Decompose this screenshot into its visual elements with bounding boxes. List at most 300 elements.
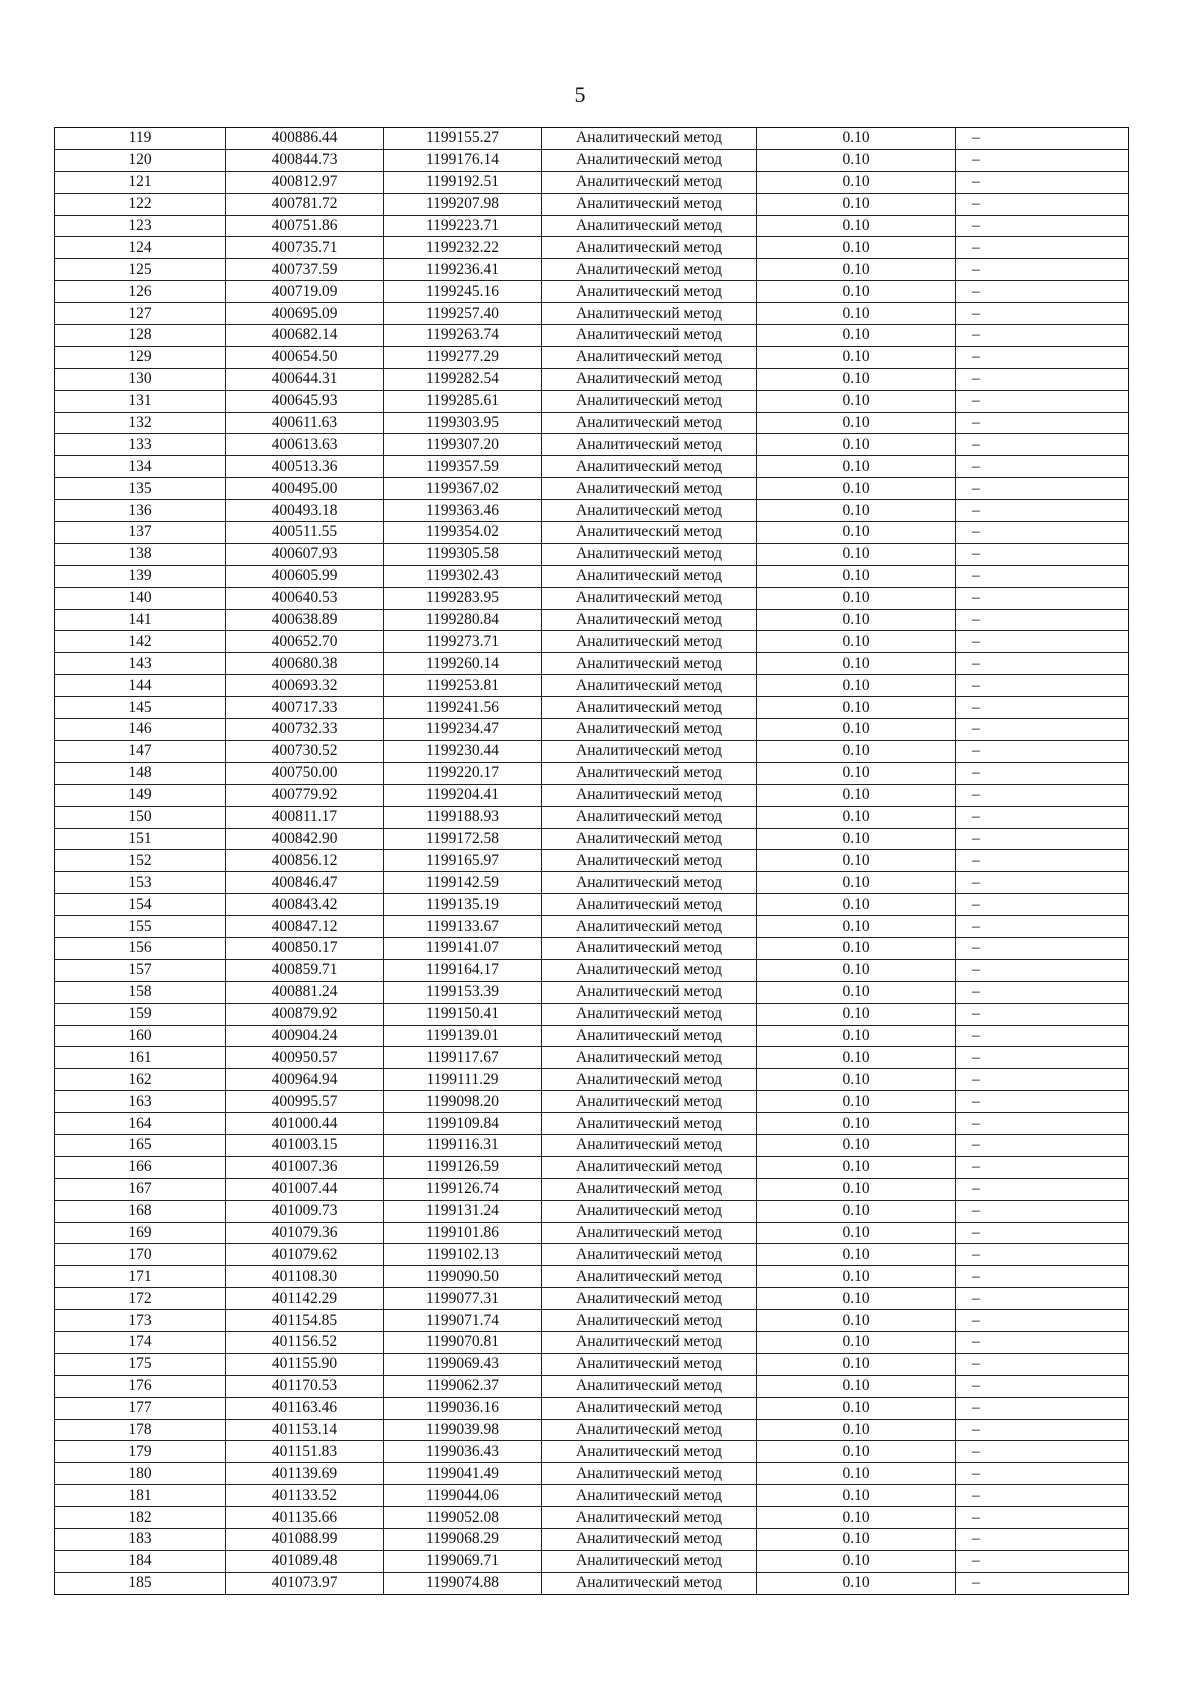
point-number-cell: 125 — [55, 259, 226, 281]
y-coordinate-cell: 1199223.71 — [384, 215, 542, 237]
y-coordinate-cell: 1199253.81 — [384, 675, 542, 697]
point-number-cell: 132 — [55, 412, 226, 434]
x-coordinate-cell: 400654.50 — [226, 346, 384, 368]
y-coordinate-cell: 1199305.58 — [384, 543, 542, 565]
x-coordinate-cell: 400995.57 — [226, 1091, 384, 1113]
table-row — [55, 1529, 1129, 1551]
x-coordinate-cell: 401135.66 — [226, 1507, 384, 1529]
y-coordinate-cell: 1199036.43 — [384, 1441, 542, 1463]
note-cell: – — [956, 1178, 1129, 1200]
method-cell: Аналитический метод — [542, 762, 757, 784]
table-row — [55, 456, 1129, 478]
accuracy-cell: 0.10 — [757, 1288, 956, 1310]
x-coordinate-cell: 401139.69 — [226, 1463, 384, 1485]
point-number-cell: 161 — [55, 1047, 226, 1069]
y-coordinate-cell: 1199172.58 — [384, 828, 542, 850]
method-cell: Аналитический метод — [542, 1222, 757, 1244]
y-coordinate-cell: 1199077.31 — [384, 1288, 542, 1310]
accuracy-cell: 0.10 — [757, 609, 956, 631]
x-coordinate-cell: 400730.52 — [226, 740, 384, 762]
x-coordinate-cell: 400493.18 — [226, 500, 384, 522]
x-coordinate-cell: 400904.24 — [226, 1025, 384, 1047]
point-number-cell: 146 — [55, 719, 226, 741]
table-row — [55, 872, 1129, 894]
x-coordinate-cell: 400964.94 — [226, 1069, 384, 1091]
y-coordinate-cell: 1199277.29 — [384, 346, 542, 368]
table-row — [55, 1025, 1129, 1047]
x-coordinate-cell: 400680.38 — [226, 653, 384, 675]
table-row — [55, 434, 1129, 456]
note-cell: – — [956, 587, 1129, 609]
y-coordinate-cell: 1199232.22 — [384, 237, 542, 259]
accuracy-cell: 0.10 — [757, 412, 956, 434]
y-coordinate-cell: 1199052.08 — [384, 1507, 542, 1529]
table-row — [55, 1463, 1129, 1485]
accuracy-cell: 0.10 — [757, 653, 956, 675]
table-row — [55, 916, 1129, 938]
point-number-cell: 173 — [55, 1310, 226, 1332]
x-coordinate-cell: 401079.62 — [226, 1244, 384, 1266]
method-cell: Аналитический метод — [542, 587, 757, 609]
point-number-cell: 135 — [55, 478, 226, 500]
table-row — [55, 346, 1129, 368]
note-cell: – — [956, 1025, 1129, 1047]
point-number-cell: 149 — [55, 784, 226, 806]
note-cell: – — [956, 828, 1129, 850]
x-coordinate-cell: 400844.73 — [226, 149, 384, 171]
accuracy-cell: 0.10 — [757, 1441, 956, 1463]
table-row — [55, 1266, 1129, 1288]
point-number-cell: 156 — [55, 937, 226, 959]
accuracy-cell: 0.10 — [757, 456, 956, 478]
accuracy-cell: 0.10 — [757, 478, 956, 500]
point-number-cell: 182 — [55, 1507, 226, 1529]
y-coordinate-cell: 1199164.17 — [384, 959, 542, 981]
note-cell: – — [956, 937, 1129, 959]
note-cell: – — [956, 609, 1129, 631]
table-row — [55, 368, 1129, 390]
method-cell: Аналитический метод — [542, 719, 757, 741]
accuracy-cell: 0.10 — [757, 631, 956, 653]
point-number-cell: 129 — [55, 346, 226, 368]
table-row — [55, 719, 1129, 741]
accuracy-cell: 0.10 — [757, 1113, 956, 1135]
method-cell: Аналитический метод — [542, 1025, 757, 1047]
x-coordinate-cell: 400811.17 — [226, 806, 384, 828]
y-coordinate-cell: 1199139.01 — [384, 1025, 542, 1047]
method-cell: Аналитический метод — [542, 1572, 757, 1594]
point-number-cell: 130 — [55, 368, 226, 390]
method-cell: Аналитический метод — [542, 1485, 757, 1507]
method-cell: Аналитический метод — [542, 390, 757, 412]
method-cell: Аналитический метод — [542, 1288, 757, 1310]
table-row — [55, 1353, 1129, 1375]
y-coordinate-cell: 1199126.59 — [384, 1156, 542, 1178]
table-row — [55, 128, 1129, 150]
y-coordinate-cell: 1199098.20 — [384, 1091, 542, 1113]
accuracy-cell: 0.10 — [757, 1091, 956, 1113]
y-coordinate-cell: 1199207.98 — [384, 193, 542, 215]
accuracy-cell: 0.10 — [757, 1134, 956, 1156]
point-number-cell: 123 — [55, 215, 226, 237]
accuracy-cell: 0.10 — [757, 1375, 956, 1397]
accuracy-cell: 0.10 — [757, 1222, 956, 1244]
y-coordinate-cell: 1199302.43 — [384, 565, 542, 587]
accuracy-cell: 0.10 — [757, 1419, 956, 1441]
note-cell: – — [956, 259, 1129, 281]
accuracy-cell: 0.10 — [757, 719, 956, 741]
x-coordinate-cell: 400881.24 — [226, 981, 384, 1003]
note-cell: – — [956, 215, 1129, 237]
y-coordinate-cell: 1199285.61 — [384, 390, 542, 412]
note-cell: – — [956, 171, 1129, 193]
point-number-cell: 121 — [55, 171, 226, 193]
note-cell: – — [956, 740, 1129, 762]
accuracy-cell: 0.10 — [757, 281, 956, 303]
x-coordinate-cell: 400513.36 — [226, 456, 384, 478]
y-coordinate-cell: 1199280.84 — [384, 609, 542, 631]
point-number-cell: 169 — [55, 1222, 226, 1244]
note-cell: – — [956, 346, 1129, 368]
note-cell: – — [956, 1331, 1129, 1353]
method-cell: Аналитический метод — [542, 872, 757, 894]
y-coordinate-cell: 1199303.95 — [384, 412, 542, 434]
method-cell: Аналитический метод — [542, 937, 757, 959]
accuracy-cell: 0.10 — [757, 587, 956, 609]
table-row — [55, 543, 1129, 565]
point-number-cell: 184 — [55, 1550, 226, 1572]
note-cell: – — [956, 631, 1129, 653]
table-row — [55, 981, 1129, 1003]
accuracy-cell: 0.10 — [757, 959, 956, 981]
table-row — [55, 1069, 1129, 1091]
x-coordinate-cell: 401170.53 — [226, 1375, 384, 1397]
method-cell: Аналитический метод — [542, 1310, 757, 1332]
y-coordinate-cell: 1199044.06 — [384, 1485, 542, 1507]
y-coordinate-cell: 1199071.74 — [384, 1310, 542, 1332]
accuracy-cell: 0.10 — [757, 259, 956, 281]
method-cell: Аналитический метод — [542, 697, 757, 719]
table-row — [55, 894, 1129, 916]
method-cell: Аналитический метод — [542, 1331, 757, 1353]
accuracy-cell: 0.10 — [757, 894, 956, 916]
note-cell: – — [956, 543, 1129, 565]
note-cell: – — [956, 675, 1129, 697]
y-coordinate-cell: 1199142.59 — [384, 872, 542, 894]
x-coordinate-cell: 401163.46 — [226, 1397, 384, 1419]
point-number-cell: 164 — [55, 1113, 226, 1135]
accuracy-cell: 0.10 — [757, 1178, 956, 1200]
point-number-cell: 172 — [55, 1288, 226, 1310]
x-coordinate-cell: 401000.44 — [226, 1113, 384, 1135]
x-coordinate-cell: 400846.47 — [226, 872, 384, 894]
method-cell: Аналитический метод — [542, 1003, 757, 1025]
y-coordinate-cell: 1199141.07 — [384, 937, 542, 959]
point-number-cell: 122 — [55, 193, 226, 215]
table-row — [55, 1222, 1129, 1244]
y-coordinate-cell: 1199039.98 — [384, 1419, 542, 1441]
table-row — [55, 1047, 1129, 1069]
note-cell: – — [956, 1572, 1129, 1594]
x-coordinate-cell: 400638.89 — [226, 609, 384, 631]
note-cell: – — [956, 894, 1129, 916]
note-cell: – — [956, 806, 1129, 828]
note-cell: – — [956, 1134, 1129, 1156]
method-cell: Аналитический метод — [542, 171, 757, 193]
method-cell: Аналитический метод — [542, 1178, 757, 1200]
method-cell: Аналитический метод — [542, 478, 757, 500]
point-number-cell: 159 — [55, 1003, 226, 1025]
x-coordinate-cell: 401156.52 — [226, 1331, 384, 1353]
method-cell: Аналитический метод — [542, 281, 757, 303]
x-coordinate-cell: 400781.72 — [226, 193, 384, 215]
point-number-cell: 133 — [55, 434, 226, 456]
y-coordinate-cell: 1199363.46 — [384, 500, 542, 522]
table-row — [55, 1375, 1129, 1397]
coordinates-table — [54, 127, 1129, 1595]
point-number-cell: 178 — [55, 1419, 226, 1441]
accuracy-cell: 0.10 — [757, 1485, 956, 1507]
y-coordinate-cell: 1199036.16 — [384, 1397, 542, 1419]
x-coordinate-cell: 400717.33 — [226, 697, 384, 719]
y-coordinate-cell: 1199150.41 — [384, 1003, 542, 1025]
note-cell: – — [956, 500, 1129, 522]
accuracy-cell: 0.10 — [757, 1200, 956, 1222]
table-row — [55, 149, 1129, 171]
table-row — [55, 171, 1129, 193]
y-coordinate-cell: 1199069.43 — [384, 1353, 542, 1375]
method-cell: Аналитический метод — [542, 1113, 757, 1135]
x-coordinate-cell: 400886.44 — [226, 128, 384, 150]
table-row — [55, 806, 1129, 828]
point-number-cell: 155 — [55, 916, 226, 938]
accuracy-cell: 0.10 — [757, 500, 956, 522]
point-number-cell: 152 — [55, 850, 226, 872]
point-number-cell: 180 — [55, 1463, 226, 1485]
note-cell: – — [956, 1222, 1129, 1244]
method-cell: Аналитический метод — [542, 1507, 757, 1529]
accuracy-cell: 0.10 — [757, 762, 956, 784]
table-row — [55, 784, 1129, 806]
method-cell: Аналитический метод — [542, 237, 757, 259]
x-coordinate-cell: 401153.14 — [226, 1419, 384, 1441]
note-cell: – — [956, 719, 1129, 741]
y-coordinate-cell: 1199282.54 — [384, 368, 542, 390]
method-cell: Аналитический метод — [542, 346, 757, 368]
table-row — [55, 959, 1129, 981]
table-row — [55, 1003, 1129, 1025]
accuracy-cell: 0.10 — [757, 850, 956, 872]
accuracy-cell: 0.10 — [757, 522, 956, 544]
table-row — [55, 390, 1129, 412]
table-row — [55, 1200, 1129, 1222]
point-number-cell: 140 — [55, 587, 226, 609]
method-cell: Аналитический метод — [542, 412, 757, 434]
accuracy-cell: 0.10 — [757, 1463, 956, 1485]
point-number-cell: 142 — [55, 631, 226, 653]
y-coordinate-cell: 1199135.19 — [384, 894, 542, 916]
point-number-cell: 171 — [55, 1266, 226, 1288]
y-coordinate-cell: 1199153.39 — [384, 981, 542, 1003]
table-row — [55, 1288, 1129, 1310]
table-row — [55, 1507, 1129, 1529]
y-coordinate-cell: 1199204.41 — [384, 784, 542, 806]
point-number-cell: 153 — [55, 872, 226, 894]
method-cell: Аналитический метод — [542, 1419, 757, 1441]
note-cell: – — [956, 850, 1129, 872]
x-coordinate-cell: 401155.90 — [226, 1353, 384, 1375]
y-coordinate-cell: 1199109.84 — [384, 1113, 542, 1135]
table-row — [55, 675, 1129, 697]
y-coordinate-cell: 1199074.88 — [384, 1572, 542, 1594]
accuracy-cell: 0.10 — [757, 325, 956, 347]
table-row — [55, 828, 1129, 850]
y-coordinate-cell: 1199133.67 — [384, 916, 542, 938]
x-coordinate-cell: 400640.53 — [226, 587, 384, 609]
point-number-cell: 127 — [55, 303, 226, 325]
note-cell: – — [956, 1113, 1129, 1135]
accuracy-cell: 0.10 — [757, 1244, 956, 1266]
method-cell: Аналитический метод — [542, 522, 757, 544]
method-cell: Аналитический метод — [542, 434, 757, 456]
y-coordinate-cell: 1199367.02 — [384, 478, 542, 500]
note-cell: – — [956, 1419, 1129, 1441]
x-coordinate-cell: 401007.44 — [226, 1178, 384, 1200]
note-cell: – — [956, 1266, 1129, 1288]
table-row — [55, 631, 1129, 653]
accuracy-cell: 0.10 — [757, 128, 956, 150]
accuracy-cell: 0.10 — [757, 303, 956, 325]
y-coordinate-cell: 1199192.51 — [384, 171, 542, 193]
accuracy-cell: 0.10 — [757, 1025, 956, 1047]
x-coordinate-cell: 400843.42 — [226, 894, 384, 916]
point-number-cell: 185 — [55, 1572, 226, 1594]
point-number-cell: 168 — [55, 1200, 226, 1222]
y-coordinate-cell: 1199245.16 — [384, 281, 542, 303]
point-number-cell: 141 — [55, 609, 226, 631]
accuracy-cell: 0.10 — [757, 1047, 956, 1069]
table-row — [55, 740, 1129, 762]
x-coordinate-cell: 400812.97 — [226, 171, 384, 193]
accuracy-cell: 0.10 — [757, 1331, 956, 1353]
y-coordinate-cell: 1199111.29 — [384, 1069, 542, 1091]
y-coordinate-cell: 1199090.50 — [384, 1266, 542, 1288]
y-coordinate-cell: 1199070.81 — [384, 1331, 542, 1353]
x-coordinate-cell: 400611.63 — [226, 412, 384, 434]
x-coordinate-cell: 400732.33 — [226, 719, 384, 741]
method-cell: Аналитический метод — [542, 850, 757, 872]
note-cell: – — [956, 303, 1129, 325]
accuracy-cell: 0.10 — [757, 237, 956, 259]
x-coordinate-cell: 401151.83 — [226, 1441, 384, 1463]
accuracy-cell: 0.10 — [757, 1266, 956, 1288]
method-cell: Аналитический метод — [542, 128, 757, 150]
accuracy-cell: 0.10 — [757, 1550, 956, 1572]
y-coordinate-cell: 1199257.40 — [384, 303, 542, 325]
y-coordinate-cell: 1199101.86 — [384, 1222, 542, 1244]
x-coordinate-cell: 401009.73 — [226, 1200, 384, 1222]
table-row — [55, 412, 1129, 434]
point-number-cell: 176 — [55, 1375, 226, 1397]
x-coordinate-cell: 401088.99 — [226, 1529, 384, 1551]
note-cell: – — [956, 1550, 1129, 1572]
note-cell: – — [956, 784, 1129, 806]
method-cell: Аналитический метод — [542, 981, 757, 1003]
method-cell: Аналитический метод — [542, 565, 757, 587]
note-cell: – — [956, 1353, 1129, 1375]
accuracy-cell: 0.10 — [757, 1069, 956, 1091]
accuracy-cell: 0.10 — [757, 171, 956, 193]
table-row — [55, 1178, 1129, 1200]
table-row — [55, 1331, 1129, 1353]
table-row — [55, 1113, 1129, 1135]
point-number-cell: 124 — [55, 237, 226, 259]
table-row — [55, 215, 1129, 237]
accuracy-cell: 0.10 — [757, 806, 956, 828]
note-cell: – — [956, 1397, 1129, 1419]
method-cell: Аналитический метод — [542, 1156, 757, 1178]
x-coordinate-cell: 400511.55 — [226, 522, 384, 544]
table-row — [55, 1156, 1129, 1178]
point-number-cell: 120 — [55, 149, 226, 171]
x-coordinate-cell: 401133.52 — [226, 1485, 384, 1507]
point-number-cell: 148 — [55, 762, 226, 784]
x-coordinate-cell: 400613.63 — [226, 434, 384, 456]
note-cell: – — [956, 325, 1129, 347]
table-row — [55, 325, 1129, 347]
accuracy-cell: 0.10 — [757, 1572, 956, 1594]
method-cell: Аналитический метод — [542, 1091, 757, 1113]
x-coordinate-cell: 400856.12 — [226, 850, 384, 872]
x-coordinate-cell: 401089.48 — [226, 1550, 384, 1572]
table-row — [55, 697, 1129, 719]
note-cell: – — [956, 981, 1129, 1003]
note-cell: – — [956, 1091, 1129, 1113]
y-coordinate-cell: 1199069.71 — [384, 1550, 542, 1572]
point-number-cell: 145 — [55, 697, 226, 719]
note-cell: – — [956, 1244, 1129, 1266]
x-coordinate-cell: 400859.71 — [226, 959, 384, 981]
method-cell: Аналитический метод — [542, 631, 757, 653]
y-coordinate-cell: 1199126.74 — [384, 1178, 542, 1200]
table-row — [55, 1134, 1129, 1156]
table-row — [55, 259, 1129, 281]
method-cell: Аналитический метод — [542, 1375, 757, 1397]
method-cell: Аналитический метод — [542, 1069, 757, 1091]
y-coordinate-cell: 1199165.97 — [384, 850, 542, 872]
method-cell: Аналитический метод — [542, 675, 757, 697]
point-number-cell: 165 — [55, 1134, 226, 1156]
accuracy-cell: 0.10 — [757, 193, 956, 215]
table-row — [55, 281, 1129, 303]
accuracy-cell: 0.10 — [757, 872, 956, 894]
method-cell: Аналитический метод — [542, 894, 757, 916]
accuracy-cell: 0.10 — [757, 784, 956, 806]
y-coordinate-cell: 1199062.37 — [384, 1375, 542, 1397]
method-cell: Аналитический метод — [542, 1200, 757, 1222]
point-number-cell: 143 — [55, 653, 226, 675]
note-cell: – — [956, 916, 1129, 938]
note-cell: – — [956, 697, 1129, 719]
y-coordinate-cell: 1199068.29 — [384, 1529, 542, 1551]
y-coordinate-cell: 1199307.20 — [384, 434, 542, 456]
table-row — [55, 303, 1129, 325]
point-number-cell: 175 — [55, 1353, 226, 1375]
method-cell: Аналитический метод — [542, 368, 757, 390]
y-coordinate-cell: 1199234.47 — [384, 719, 542, 741]
point-number-cell: 154 — [55, 894, 226, 916]
y-coordinate-cell: 1199263.74 — [384, 325, 542, 347]
